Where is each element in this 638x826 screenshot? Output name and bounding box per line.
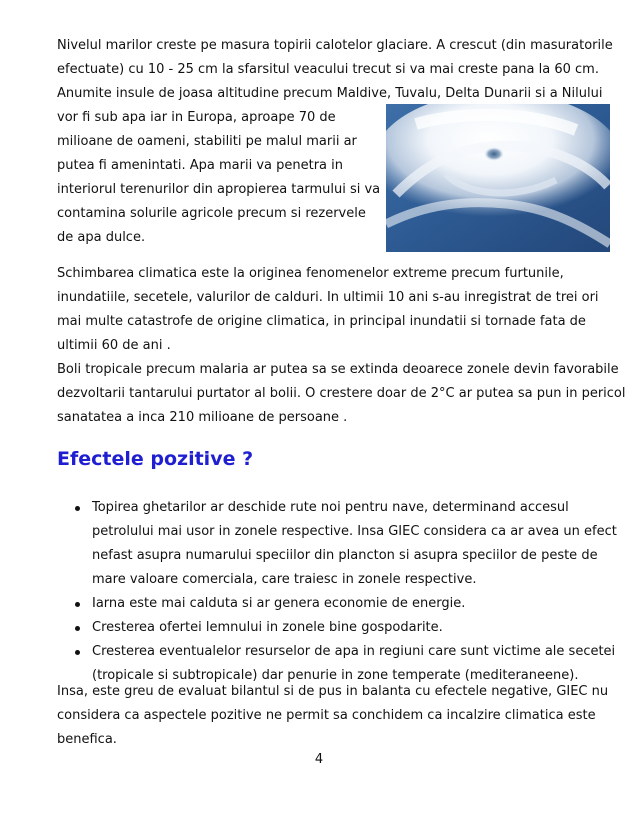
hurricane-image-svg: [386, 104, 610, 252]
text-line: de apa dulce.: [57, 230, 146, 245]
text-line: Cresterea ofertei lemnului in zonele bine gospodarite.: [92, 620, 443, 635]
extreme-phenomena-paragraph: [57, 262, 626, 430]
list-item: [57, 496, 617, 592]
text-line: Iarna este mai calduta si ar genera economie de energie.: [92, 596, 466, 611]
conclusion-paragraph: [57, 680, 609, 752]
text-line: Anumite insule de joasa altitudine precum Maldive, Tuvalu, Delta Dunarii si a Nilului: [57, 86, 603, 101]
hurricane-satellite-image: [386, 104, 610, 252]
text-line: ultimii 60 de ani .: [57, 338, 171, 353]
text-line: Nivelul marilor creste pe masura topirii calotelor glaciare. A crescut (din masuratorile: [57, 38, 613, 53]
text-line: considera ca aspectele pozitive ne permit sa conchidem ca incalzire climatica este: [57, 708, 596, 723]
text-line: putea fi amenintati. Apa marii va penetra in: [57, 158, 344, 173]
text-line: vor fi sub apa iar in Europa, aproape 70 de: [57, 110, 336, 125]
text-line: inundatiile, secetele, valurilor de calduri. In ultimii 10 ani s-au inregistrat de trei ori: [57, 290, 599, 305]
text-line: milioane de oameni, stabiliti pe malul marii ar: [57, 134, 357, 149]
text-line: Boli tropicale precum malaria ar putea sa se extinda deoarece zonele devin favorabile: [57, 362, 619, 377]
text-line: Topirea ghetarilor ar deschide rute noi pentru nave, determinand accesul: [92, 500, 569, 515]
text-line: Insa, este greu de evaluat bilantul si de pus in balanta cu efectele negative, GIEC nu: [57, 684, 609, 699]
page-number: 4: [314, 752, 324, 767]
text-line: efectuate) cu 10 - 25 cm la sfarsitul veacului trecut si va mai creste pana la 60 cm.: [57, 62, 599, 77]
text-line: petrolului mai usor in zonele respective. Insa GIEC considera ca ar avea un efect: [92, 524, 617, 539]
positive-effects-list: [57, 496, 617, 688]
list-item: [57, 616, 617, 640]
text-line: dezvoltarii tantarului purtator al bolii. O crestere doar de 2°C ar putea sa pun in pericol: [57, 386, 626, 401]
text-line: Cresterea eventualelor resurselor de apa in regiuni care sunt victime ale secetei: [92, 644, 616, 659]
section-heading: Efectele pozitive ?: [57, 448, 254, 470]
text-line: benefica.: [57, 732, 117, 747]
text-line: mai multe catastrofe de origine climatica, in principal inundatii si tornade fata de: [57, 314, 586, 329]
text-line: sanatatea a inca 210 milioane de persoane .: [57, 410, 348, 425]
text-line: Schimbarea climatica este la originea fenomenelor extreme precum furtunile,: [57, 266, 564, 281]
text-line: interiorul terenurilor din apropierea tarmului si va: [57, 182, 381, 197]
text-line: (tropicale si subtropicale) dar penurie in zone temperate (mediteraneene).: [92, 668, 579, 683]
text-line: mare valoare comerciala, care traiesc in zonele respective.: [92, 572, 477, 587]
text-line: contamina solurile agricole precum si rezervele: [57, 206, 366, 221]
text-line: nefast asupra numarului speciilor din plancton si asupra speciilor de peste de: [92, 548, 598, 563]
list-item: [57, 592, 617, 616]
